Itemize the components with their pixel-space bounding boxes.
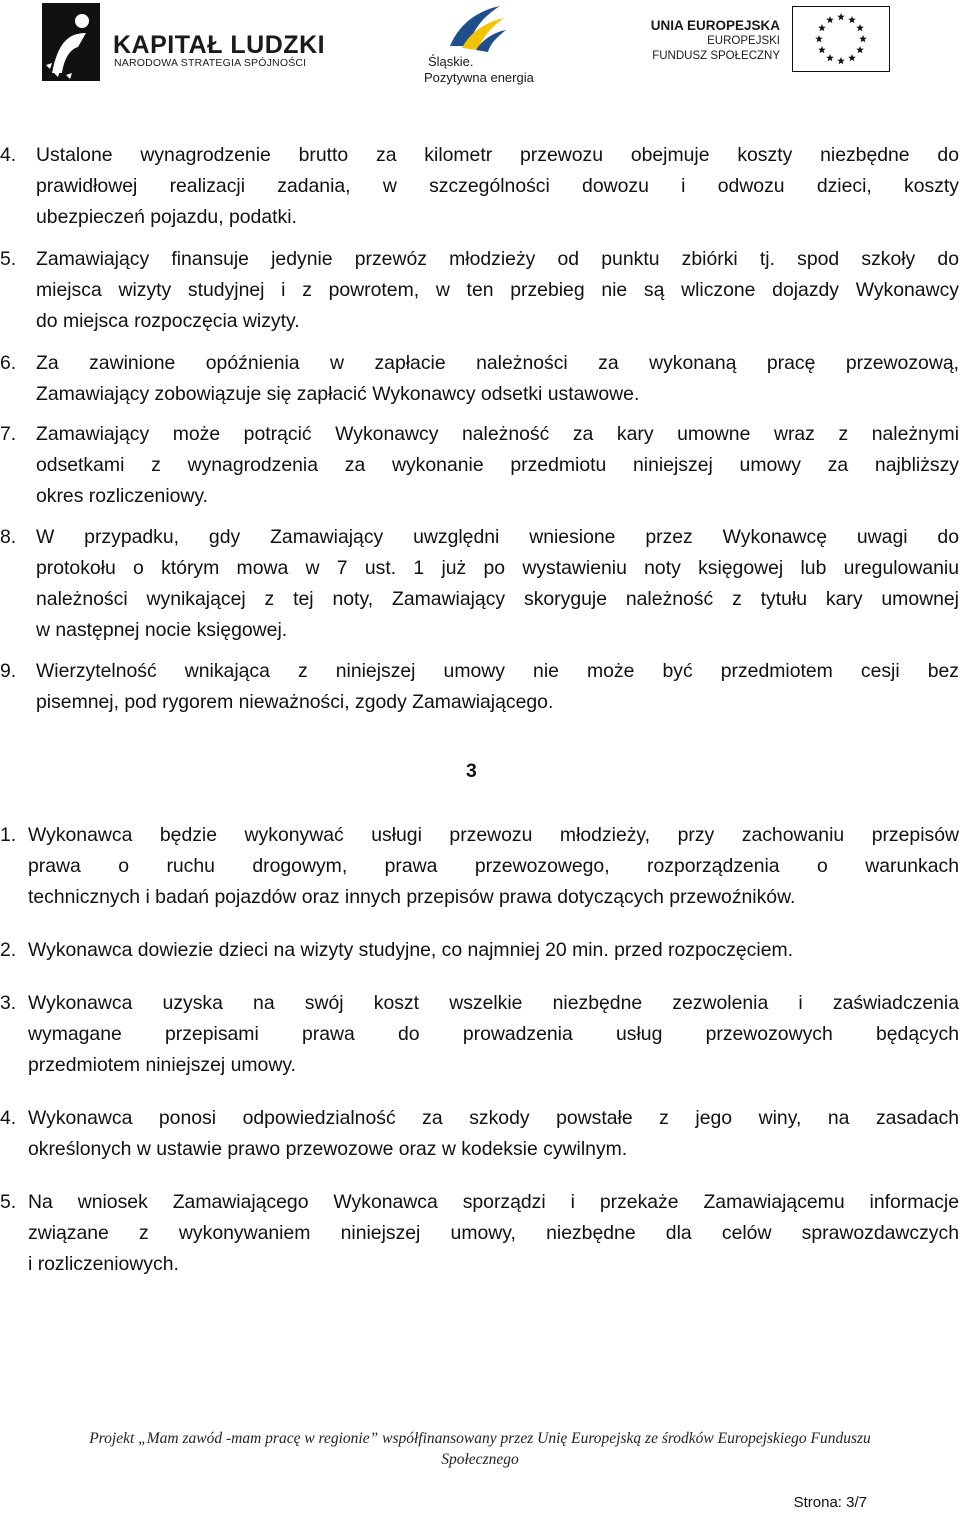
list-item <box>0 419 960 512</box>
item-line: należności wynikającej z tej noty, Zamawiający skoryguje należność z tytułu kary umownej <box>36 588 959 610</box>
slaskie-logo <box>420 2 540 90</box>
item-line: ubezpieczeń pojazdu, podatki. <box>36 206 297 228</box>
footer-project-line: Projekt „Mam zawód -mam pracę w regionie” współfinansowany przez Unię Europejską ze środków Europejskiego Funduszu <box>89 1430 871 1447</box>
list-item <box>0 140 960 233</box>
item-line: W przypadku, gdy Zamawiający uwzględni wniesione przez Wykonawcę uwagi do <box>36 526 959 548</box>
item-number: 9. <box>0 660 17 682</box>
item-line: technicznych i badań pojazdów oraz innych przepisów prawa dotyczących przewoźników. <box>28 886 796 908</box>
item-line: Za zawinione opóźnienia w zapłacie należności za wykonaną pracę przewozową, <box>36 352 959 374</box>
item-number: 3. <box>0 992 17 1014</box>
list-item <box>0 935 960 966</box>
eu-flag-icon <box>792 6 890 72</box>
list-item <box>0 244 960 337</box>
item-number: 4. <box>0 144 17 166</box>
item-line: i rozliczeniowych. <box>28 1253 179 1275</box>
item-line: odsetkami z wynagrodzenia za wykonanie przedmiotu niniejszej umowy za najbliższy <box>36 454 959 476</box>
item-line: prawa o ruchu drogowym, prawa przewozowego, rozporządzenia o warunkach <box>28 855 959 877</box>
item-number: 5. <box>0 1191 17 1213</box>
item-line: okres rozliczeniowy. <box>36 485 209 507</box>
item-line: Wykonawca uzyska na swój koszt wszelkie niezbędne zezwolenia i zaświadczenia <box>28 992 959 1014</box>
list-item <box>0 1187 960 1280</box>
item-line: określonych w ustawie prawo przewozowe oraz w kodeksie cywilnym. <box>28 1138 628 1160</box>
slaskie-claim: Pozytywna energia <box>424 70 534 85</box>
slaskie-wave-icon <box>440 2 510 56</box>
footer-project-line-2: Społecznego <box>441 1451 519 1468</box>
page-footer <box>0 1428 960 1470</box>
kapital-ludzki-title: KAPITAŁ LUDZKI <box>113 31 326 59</box>
kapital-ludzki-logo <box>38 3 326 85</box>
item-number: 1. <box>0 824 17 846</box>
item-line: Wykonawca ponosi odpowiedzialność za szkody powstałe z jego winy, na zasadach <box>28 1107 959 1129</box>
item-line: Ustalone wynagrodzenie brutto za kilometr przewozu obejmuje koszty niezbędne do <box>36 144 959 166</box>
list-item <box>0 522 960 646</box>
list-item <box>0 820 960 913</box>
list-item <box>0 348 960 410</box>
list-item <box>0 1103 960 1165</box>
item-number: 6. <box>0 352 17 374</box>
item-line: protokołu o którym mowa w 7 ust. 1 już po wystawieniu noty księgowej lub uregulowaniu <box>36 557 959 579</box>
section-heading <box>466 760 477 783</box>
page-header <box>0 0 960 95</box>
item-number: 2. <box>0 939 17 961</box>
item-line: Wierzytelność wnikająca z niniejszej umowy nie może być przedmiotem cesji bez <box>36 660 959 682</box>
list-item <box>0 988 960 1081</box>
page-number: Strona: 3/7 <box>793 1494 867 1511</box>
item-line: przedmiotem niniejszej umowy. <box>28 1054 296 1076</box>
item-line: wymagane przepisami prawa do prowadzenia usług przewozowych będących <box>28 1023 959 1045</box>
item-line: Zamawiający finansuje jedynie przewóz młodzieży od punktu zbiórki tj. spod szkoły do <box>36 248 959 270</box>
item-line: Wykonawca dowiezie dzieci na wizyty studyjne, co najmniej 20 min. przed rozpoczęciem. <box>28 939 794 961</box>
eu-line-1: UNIA EUROPEJSKA <box>650 18 780 33</box>
section-heading-text: 3 <box>466 760 477 782</box>
item-number: 5. <box>0 248 17 270</box>
item-line: miejsca wizyty studyjnej i z powrotem, w ten przebieg nie są wliczone dojazdy Wykonawcy <box>36 279 959 301</box>
list-item <box>0 656 960 718</box>
eu-line-2: EUROPEJSKI <box>707 35 780 47</box>
eu-logo <box>650 6 890 72</box>
kapital-ludzki-subtitle: NARODOWA STRATEGIA SPÓJNOŚCI <box>114 57 307 69</box>
item-line: Na wniosek Zamawiającego Wykonawca sporządzi i przekaże Zamawiającemu informacje <box>28 1191 959 1213</box>
item-line: prawidłowej realizacji zadania, w szczególności dowozu i odwozu dzieci, koszty <box>36 175 959 197</box>
kapital-ludzki-emblem-icon <box>38 3 104 83</box>
eu-line-3: FUNDUSZ SPOŁECZNY <box>652 50 780 62</box>
item-number: 8. <box>0 526 17 548</box>
item-line: do miejsca rozpoczęcia wizyty. <box>36 310 300 332</box>
item-number: 7. <box>0 423 17 445</box>
item-line: pisemnej, pod rygorem nieważności, zgody Zamawiającego. <box>36 691 554 713</box>
item-line: w następnej nocie księgowej. <box>36 619 288 641</box>
slaskie-name: Śląskie. <box>428 54 474 69</box>
item-line: związane z wykonywaniem niniejszej umowy, niezbędne dla celów sprawozdawczych <box>28 1222 959 1244</box>
item-line: Zamawiający może potrącić Wykonawcy należność za kary umowne wraz z należnymi <box>36 423 959 445</box>
item-number: 4. <box>0 1107 17 1129</box>
item-line: Zamawiający zobowiązuje się zapłacić Wykonawcy odsetki ustawowe. <box>36 383 640 405</box>
item-line: Wykonawca będzie wykonywać usługi przewozu młodzieży, przy zachowaniu przepisów <box>28 824 959 846</box>
